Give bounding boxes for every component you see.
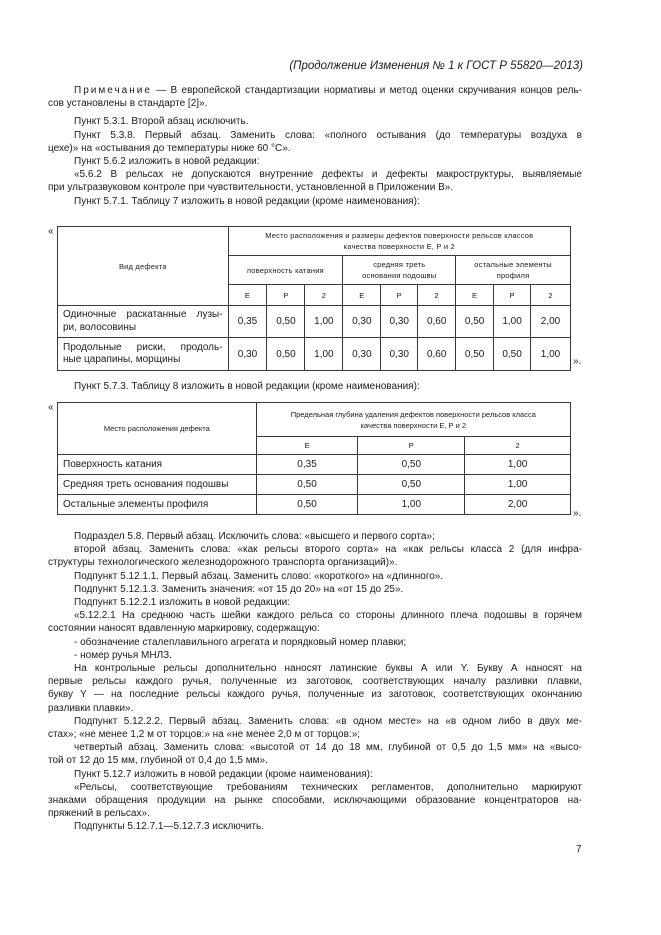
table7-subheader-base-third: средняя треть основания подошвы	[343, 256, 456, 285]
table8-value: 1,00	[465, 475, 571, 495]
table7-open-quote: «	[48, 226, 54, 237]
paragraph-562: Пункт 5.6.2 изложить в новой редакции:	[74, 156, 260, 168]
table-7	[57, 226, 571, 371]
table7-subheader-other-elements: остальные элементы профиля	[456, 256, 571, 285]
table8-class-cell: 2	[465, 437, 571, 455]
bullet-item: - обозначение сталеплавильного агрегата и порядковый номер плавки;	[74, 636, 407, 648]
table8-location-header: Место расположения дефекта	[58, 403, 257, 455]
table7-value: 0,50	[267, 306, 305, 338]
paragraph-fourth-line-2: той от 12 до 15 мм, глубиной от 0,4 до 1,5 мм».	[48, 755, 268, 767]
table8-row-label: Остальные элементы профиля	[58, 495, 257, 515]
bullet-item: - номер ручья МНЛЗ.	[74, 649, 172, 661]
table8-class-cell: Е	[256, 437, 358, 455]
paragraph-58-b-line-2: структуры технологического железнодорожного транспорта организаций)».	[48, 557, 398, 569]
paragraph-control-line-2: первые рельсы каждого ручья, полученные из заготовок, соответствующих началу разливки плавки,	[48, 676, 582, 688]
table7-subheader-rolling-surface: поверхность катания	[228, 256, 343, 285]
table7-value: 0,60	[418, 338, 456, 371]
table7-class-cell: Р	[267, 285, 305, 306]
table7-class-cell: Е	[228, 285, 267, 306]
table7-value: 0,50	[267, 338, 305, 371]
table7-close-quote: ».	[573, 356, 582, 367]
paragraph-5127-text-line-1: «Рельсы, соответствующие требованиям технических регламентов, дополнительно маркируют	[74, 781, 582, 793]
table7-group-header: Место расположения и размеры дефектов поверхности рельсов классов качества поверхности Е, Р и 2	[228, 227, 570, 256]
table7-row-label: Продольные риски, продоль- ные царапины, морщины	[58, 338, 229, 371]
table8-value: 2,00	[465, 495, 571, 515]
paragraph-571: Пункт 5.7.1. Таблицу 7 изложить в новой редакции (кроме наименования):	[74, 195, 420, 207]
paragraph-51211: Подпункт 5.12.1.1. Первый абзац. Заменить слово: «короткого» на «длинного».	[74, 570, 444, 582]
paragraph-51221: Подпункт 5.12.2.1 изложить в новой редакции:	[74, 597, 291, 609]
table7-class-cell: 2	[531, 285, 571, 306]
table7-value: 1,00	[305, 306, 343, 338]
page-header: (Продолжение Изменения № 1 к ГОСТ Р 55820—2013)	[289, 60, 583, 72]
table8-group-header: Предельная глубина удаления дефектов поверхности рельсов класса качества поверхности Е, Р и 2	[256, 403, 570, 437]
table7-value: 0,30	[381, 338, 418, 371]
table8-value: 1,00	[465, 455, 571, 475]
table7-class-cell: 2	[305, 285, 343, 306]
paragraph-5127-text-line-2: знаками обращения продукции на рынке способами, исключающими образование концентраторов на-	[48, 795, 582, 807]
table8-value: 0,35	[256, 455, 358, 475]
table8-row-label: Поверхность катания	[58, 455, 257, 475]
table7-value: 0,60	[418, 306, 456, 338]
text-block-top	[48, 84, 582, 208]
paragraph-51222-line-2: стах»; «не менее 1,2 м от торцов:» на «не менее 2,0 м от торцов:»;	[48, 729, 361, 741]
table8-close-quote: ».	[573, 508, 582, 519]
table7-defect-header: Вид дефекта	[58, 227, 229, 306]
table-row	[58, 338, 571, 371]
table-8	[57, 402, 571, 515]
paragraph-58-b-line-1: второй абзац. Заменить слова: «как рельсы второго сорта» на «как рельсы класса 2 (для инфра-	[74, 544, 582, 556]
table7-class-cell: Р	[494, 285, 531, 306]
text-block-bottom	[48, 530, 582, 834]
table7-value: 0,30	[381, 306, 418, 338]
table-row	[58, 475, 571, 495]
paragraph-538-line-2: цехе)» на «остывания до температуры ниже 60 °С».	[48, 142, 291, 154]
table7-value: 0,30	[343, 306, 381, 338]
table7-class-cell: Е	[456, 285, 494, 306]
paragraph-last: Подпункты 5.12.7.1—5.12.7.3 исключить.	[74, 821, 264, 833]
paragraph-538-line-1: Пункт 5.3.8. Первый абзац. Заменить слова: «полного остывания (до температуры воздуха в	[74, 129, 582, 141]
table7-value: 0,50	[456, 306, 494, 338]
table7-class-cell: 2	[418, 285, 456, 306]
table8-value: 0,50	[358, 475, 465, 495]
table7-value: 1,00	[531, 338, 571, 371]
table-row	[58, 455, 571, 475]
paragraph-control-line-3: букву Y — на последние рельсы каждого ручья, полученные из заготовок, соответствующих окончанию	[48, 689, 582, 701]
paragraph-58: Подраздел 5.8. Первый абзац. Исключить слова: «высшего и первого сорта»;	[74, 531, 435, 542]
page-number: 7	[576, 844, 582, 855]
table7-row-label: Одиночные раскатанные лузы- ри, волосовины	[58, 306, 229, 338]
table8-row-label: Средняя треть основания подошвы	[58, 475, 257, 495]
paragraph-562-text-line-2: при ультразвуковом контроле при чувствительности, установленной в Приложении В».	[48, 182, 454, 194]
table7-class-cell: Р	[381, 285, 418, 306]
table7-value: 1,00	[305, 338, 343, 371]
table-row	[58, 495, 571, 515]
table8-value: 0,50	[256, 495, 358, 515]
paragraph-51221-text-line-2: состоянии наносят вдавленную маркировку, содержащую:	[48, 623, 320, 635]
text-block-table8-intro	[48, 380, 582, 393]
table-row	[58, 306, 571, 338]
table7-value: 0,35	[228, 306, 267, 338]
table8-value: 1,00	[358, 495, 465, 515]
note-line-2: сов установлены в стандарте [2]».	[48, 98, 208, 110]
paragraph-51221-text-line-1: «5.12.2.1 На среднюю часть шейки каждого рельса со стороны длинного плеча подошвы в горячем	[74, 610, 582, 622]
paragraph-51213: Подпункт 5.12.1.3. Заменить значения: «от 15 до 20» на «от 15 до 25».	[74, 583, 404, 595]
table7-value: 2,00	[531, 306, 571, 338]
table7-value: 0,30	[228, 338, 267, 371]
paragraph-562-text-line-1: «5.6.2 В рельсах не допускаются внутренние дефекты и дефекты макроструктуры, выявляемые	[74, 169, 582, 181]
table7-value: 1,00	[494, 306, 531, 338]
paragraph-control-line-1: На контрольные рельсы дополнительно наносят латинские буквы А или Y. Букву А наносят на	[74, 663, 582, 675]
table7-value: 0,50	[456, 338, 494, 371]
note-line-1: Примечание — В европейской стандартизации нормативы и метод оценки скручивания концов рель-	[74, 85, 582, 96]
paragraph-5127-text-line-3: пряжений в рельсах».	[48, 808, 150, 820]
paragraph-fourth-line-1: четвертый абзац. Заменить слова: «высотой от 14 до 18 мм, глубиной от 0,5 до 1,5 мм» на «высо-	[74, 742, 582, 754]
paragraph-573: Пункт 5.7.3. Таблицу 8 изложить в новой редакции (кроме наименования):	[74, 381, 420, 392]
table7-class-cell: Е	[343, 285, 381, 306]
paragraph-531: Пункт 5.3.1. Второй абзац исключить.	[74, 116, 249, 128]
table7-value: 0,30	[343, 338, 381, 371]
paragraph-5127: Пункт 5.12.7 изложить в новой редакции (кроме наименования):	[74, 768, 373, 780]
table7-value: 0,50	[494, 338, 531, 371]
note-label: Примечание	[74, 85, 152, 96]
paragraph-51222-line-1: Подпункт 5.12.2.2. Первый абзац. Заменить слова: «в одном месте» на «в одном либо в двух ме-	[74, 715, 582, 727]
table8-open-quote: «	[48, 402, 54, 413]
table8-value: 0,50	[358, 455, 465, 475]
table8-class-cell: Р	[358, 437, 465, 455]
table8-value: 0,50	[256, 475, 358, 495]
paragraph-control-line-4: разливки плавки».	[48, 702, 134, 714]
